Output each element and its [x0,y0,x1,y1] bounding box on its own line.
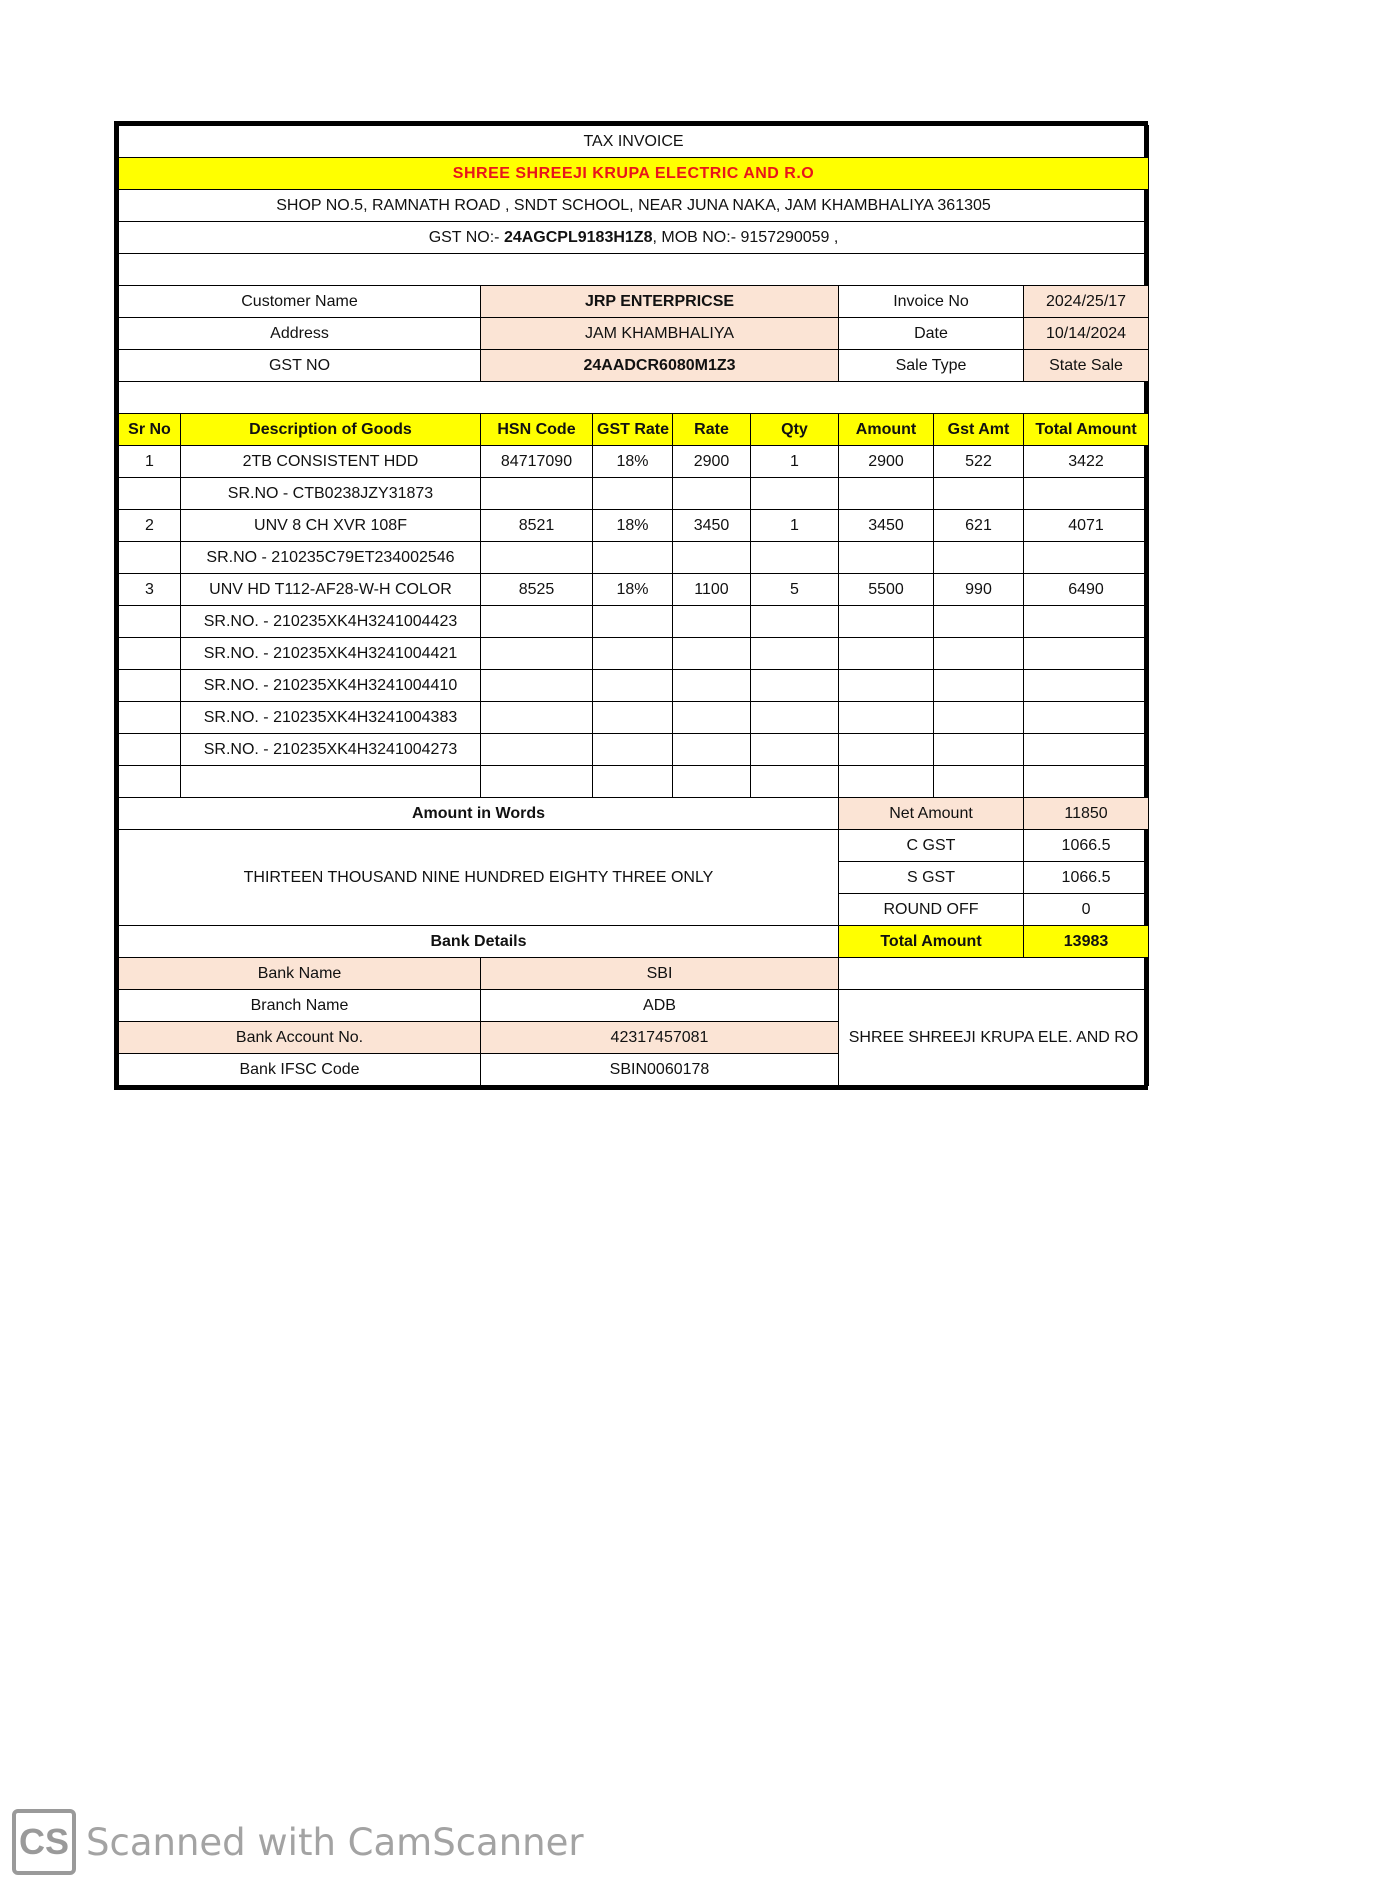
table-row [119,734,1149,766]
description-cell: 2TB CONSISTENT HDD [181,446,481,478]
sr-no-cell: 3 [119,574,181,606]
customer-gst-label: GST NO [119,350,481,382]
date-label: Date [839,318,1024,350]
gst-amt-cell [934,670,1024,702]
gst-rate-cell [593,606,673,638]
qty-cell [751,670,839,702]
gst-rate-cell [593,670,673,702]
address-value: JAM KHAMBHALIYA [481,318,839,350]
sr-no-cell [119,542,181,574]
signature-block: SHREE SHREEJI KRUPA ELE. AND RO [839,990,1149,1086]
rate-header: Rate [673,414,751,446]
gst-prefix: GST NO:- [428,228,504,246]
shop-name: SHREE SHREEJI KRUPA ELECTRIC AND R.O [119,158,1149,190]
hsn-code-cell [481,734,593,766]
rate-cell: 3450 [673,510,751,542]
total-amount-header: Total Amount [1024,414,1149,446]
total-amount-cell: 4071 [1024,510,1149,542]
invoice-sheet [118,125,1149,1086]
total-amount-cell [1024,766,1149,798]
amount-cell [839,670,934,702]
total-amount-value: 13983 [1024,926,1149,958]
gst-amt-cell [934,542,1024,574]
net-amount-label: Net Amount [839,798,1024,830]
sr-no-cell [119,702,181,734]
sr-no-cell: 2 [119,510,181,542]
amount-cell [839,542,934,574]
qty-cell: 1 [751,510,839,542]
items-header-row [119,414,1149,446]
qty-cell: 5 [751,574,839,606]
qty-cell [751,702,839,734]
description-cell: UNV HD T112-AF28-W-H COLOR [181,574,481,606]
invoice-no-value: 2024/25/17 [1024,286,1149,318]
hsn-code-cell [481,606,593,638]
bank-name-label: Bank Name [119,958,481,990]
qty-cell [751,478,839,510]
qty-cell [751,638,839,670]
doc-title: TAX INVOICE [119,126,1149,158]
description-cell: SR.NO. - 210235XK4H3241004273 [181,734,481,766]
qty-cell [751,606,839,638]
sgst-label: S GST [839,862,1024,894]
qty-cell: 1 [751,446,839,478]
total-amount-cell [1024,542,1149,574]
gst-amt-cell [934,734,1024,766]
shop-gst-mobile-line [119,222,1149,254]
hsn-code-cell: 84717090 [481,446,593,478]
amount-cell: 5500 [839,574,934,606]
gst-amt-header: Gst Amt [934,414,1024,446]
gst-rate-cell: 18% [593,446,673,478]
gst-amt-cell [934,766,1024,798]
hsn-code-cell [481,638,593,670]
amount-header: Amount [839,414,934,446]
hsn-code-cell [481,702,593,734]
description-cell: SR.NO. - 210235XK4H3241004383 [181,702,481,734]
account-no-label: Bank Account No. [119,1022,481,1054]
branch-name-label: Branch Name [119,990,481,1022]
total-amount-label: Total Amount [839,926,1024,958]
sr-no-cell [119,606,181,638]
camscanner-logo-icon: CS [12,1809,76,1875]
hsn-code-cell [481,478,593,510]
amount-in-words-label: Amount in Words [119,798,839,830]
mobile-number: , MOB NO:- 9157290059 , [652,228,839,246]
description-cell: SR.NO - 210235C79ET234002546 [181,542,481,574]
table-row [119,606,1149,638]
total-amount-cell [1024,702,1149,734]
gst-rate-cell [593,702,673,734]
gst-amt-cell: 621 [934,510,1024,542]
camscanner-text: Scanned with CamScanner [86,1820,584,1864]
sr-no-cell [119,766,181,798]
rate-cell [673,766,751,798]
sale-type-value: State Sale [1024,350,1149,382]
customer-gst-value: 24AADCR6080M1Z3 [481,350,839,382]
bank-name-value: SBI [481,958,839,990]
table-row [119,638,1149,670]
ifsc-label: Bank IFSC Code [119,1054,481,1086]
cgst-label: C GST [839,830,1024,862]
rate-cell: 1100 [673,574,751,606]
total-amount-cell [1024,606,1149,638]
total-amount-cell [1024,638,1149,670]
description-header: Description of Goods [181,414,481,446]
shop-gst-number: 24AGCPL9183H1Z8 [503,228,653,246]
rate-cell [673,606,751,638]
gst-rate-cell [593,766,673,798]
amount-cell: 3450 [839,510,934,542]
description-cell: SR.NO. - 210235XK4H3241004423 [181,606,481,638]
round-off-value: 0 [1024,894,1149,926]
table-row [119,574,1149,606]
account-no-value: 42317457081 [481,1022,839,1054]
description-cell [181,766,481,798]
gst-amt-cell: 990 [934,574,1024,606]
round-off-label: ROUND OFF [839,894,1024,926]
qty-cell [751,766,839,798]
total-amount-cell: 3422 [1024,446,1149,478]
gst-rate-cell [593,638,673,670]
spacer-row [119,382,1149,414]
gst-amt-cell [934,702,1024,734]
gst-rate-cell: 18% [593,574,673,606]
blank-cell [839,958,1149,990]
bank-details-title: Bank Details [119,926,839,958]
amount-cell: 2900 [839,446,934,478]
shop-address: SHOP NO.5, RAMNATH ROAD , SNDT SCHOOL, NEAR JUNA NAKA, JAM KHAMBHALIYA 361305 [119,190,1149,222]
amount-cell [839,766,934,798]
sr-no-cell [119,670,181,702]
spacer-row [119,254,1149,286]
table-row [119,542,1149,574]
sr-no-cell: 1 [119,446,181,478]
hsn-code-cell [481,542,593,574]
branch-name-value: ADB [481,990,839,1022]
total-amount-cell [1024,670,1149,702]
sr-no-header: Sr No [119,414,181,446]
sgst-value: 1066.5 [1024,862,1149,894]
sr-no-cell [119,478,181,510]
rate-cell [673,478,751,510]
gst-rate-cell [593,478,673,510]
rate-cell [673,542,751,574]
description-cell: UNV 8 CH XVR 108F [181,510,481,542]
sale-type-label: Sale Type [839,350,1024,382]
description-cell: SR.NO. - 210235XK4H3241004410 [181,670,481,702]
cgst-value: 1066.5 [1024,830,1149,862]
gst-amt-cell [934,606,1024,638]
qty-cell [751,734,839,766]
amount-cell [839,606,934,638]
gst-amt-cell: 522 [934,446,1024,478]
qty-cell [751,542,839,574]
customer-name-value: JRP ENTERPRICSE [481,286,839,318]
table-row [119,702,1149,734]
gst-rate-header: GST Rate [593,414,673,446]
table-row [119,478,1149,510]
rate-cell [673,734,751,766]
invoice-no-label: Invoice No [839,286,1024,318]
tax-invoice [114,121,1148,1090]
hsn-code-header: HSN Code [481,414,593,446]
rate-cell [673,702,751,734]
rate-cell [673,670,751,702]
table-row [119,670,1149,702]
rate-cell: 2900 [673,446,751,478]
gst-amt-cell [934,638,1024,670]
amount-cell [839,478,934,510]
sr-no-cell [119,638,181,670]
hsn-code-cell [481,670,593,702]
camscanner-watermark [12,1808,584,1876]
hsn-code-cell: 8525 [481,574,593,606]
gst-rate-cell [593,734,673,766]
description-cell: SR.NO. - 210235XK4H3241004421 [181,638,481,670]
customer-name-label: Customer Name [119,286,481,318]
table-row [119,766,1149,798]
amount-cell [839,734,934,766]
gst-amt-cell [934,478,1024,510]
ifsc-value: SBIN0060178 [481,1054,839,1086]
description-cell: SR.NO - CTB0238JZY31873 [181,478,481,510]
amount-cell [839,638,934,670]
gst-rate-cell [593,542,673,574]
total-amount-cell: 6490 [1024,574,1149,606]
hsn-code-cell: 8521 [481,510,593,542]
rate-cell [673,638,751,670]
table-row [119,510,1149,542]
qty-header: Qty [751,414,839,446]
sr-no-cell [119,734,181,766]
hsn-code-cell [481,766,593,798]
net-amount-value: 11850 [1024,798,1149,830]
total-amount-cell [1024,734,1149,766]
total-amount-cell [1024,478,1149,510]
amount-in-words-value: THIRTEEN THOUSAND NINE HUNDRED EIGHTY THREE ONLY [119,830,839,926]
address-label: Address [119,318,481,350]
amount-cell [839,702,934,734]
date-value: 10/14/2024 [1024,318,1149,350]
table-row [119,446,1149,478]
gst-rate-cell: 18% [593,510,673,542]
